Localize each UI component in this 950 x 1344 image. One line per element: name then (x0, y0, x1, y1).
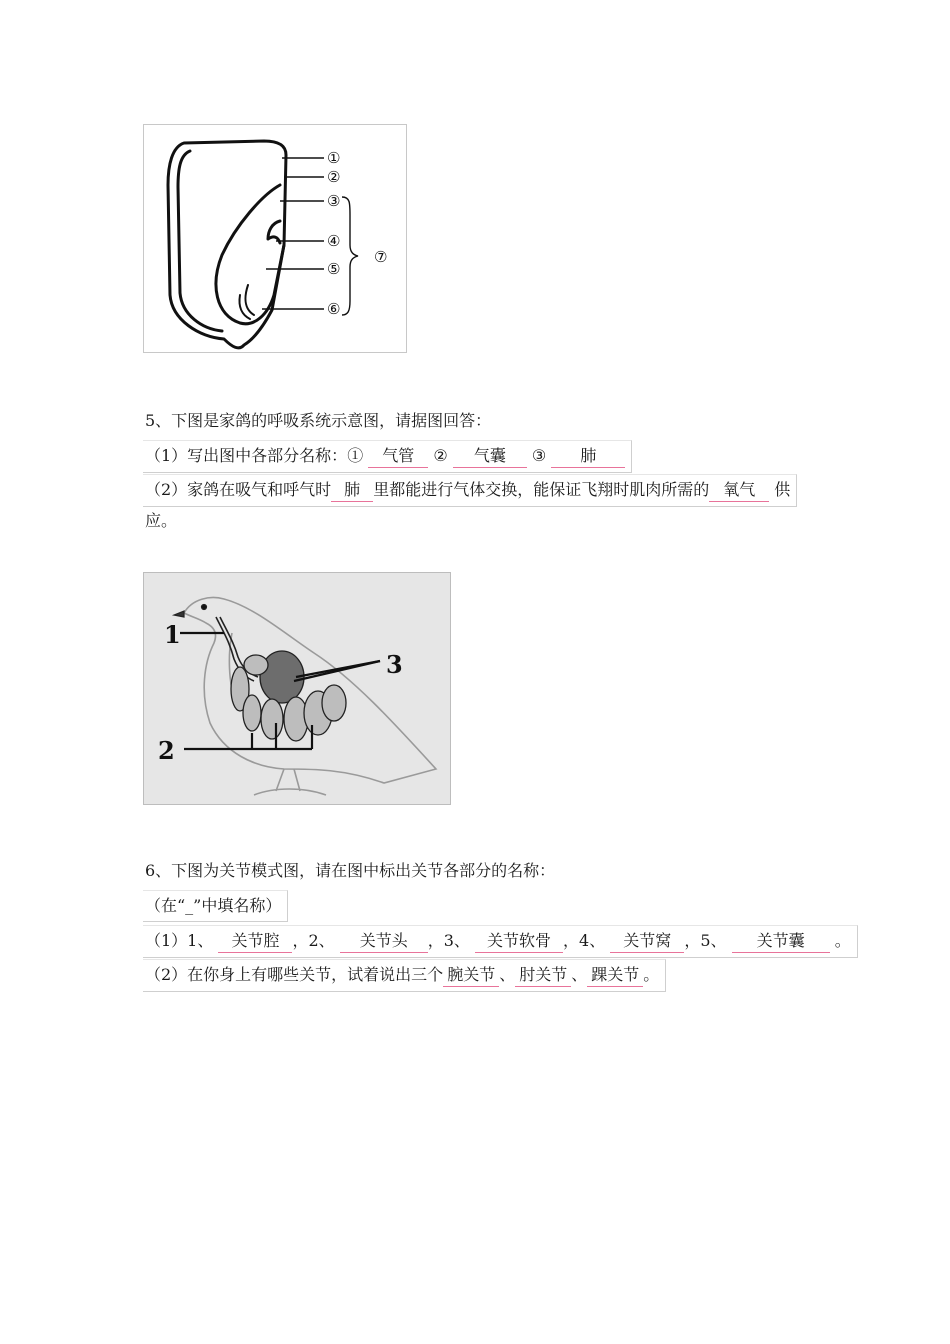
q6-sep-3: ，3、 (427, 931, 470, 950)
seed-label-7: ⑦ (374, 248, 388, 266)
q6-answer-5: 关节囊 (732, 930, 830, 953)
q6-line2-end: 。 (643, 965, 660, 984)
q6-joint-2: 肘关节 (515, 964, 571, 987)
q5-marker-3: ③ (531, 446, 547, 465)
q6-line-1 (143, 925, 858, 958)
q5-answer-2: 气囊 (453, 445, 527, 468)
q6-sep-4: ，4、 (563, 931, 606, 950)
seed-label-1: ① (327, 149, 341, 167)
q5-marker-1: ① (347, 446, 364, 465)
seed-structure-figure (143, 124, 407, 353)
bird-label-3: 3 (386, 650, 403, 679)
seed-label-5: ⑤ (327, 260, 341, 278)
q5-answer-1: 气管 (368, 445, 428, 468)
q6-joint-3: 踝关节 (587, 964, 643, 987)
q6-line1-prefix: （1）1、 (145, 931, 214, 950)
q6-joint-sep-1: 、 (499, 965, 516, 984)
q5-line-2 (143, 474, 797, 507)
q5-answer-oxygen: 氧气 (709, 479, 769, 502)
q5-line2-part1: （2）家鸽在吸气和呼气时 (145, 480, 332, 499)
q6-title: 6、下图为关节模式图，请在图中标出关节各部分的名称： (145, 861, 556, 880)
q5-title: 5、下图是家鸽的呼吸系统示意图，请据图回答： (145, 411, 492, 430)
q6-line2-prefix: （2）在你身上有哪些关节，试着说出三个 (145, 965, 444, 984)
q5-line2-part3: 供 (774, 480, 791, 499)
q5-line-1 (143, 440, 632, 473)
seed-label-3: ③ (327, 192, 341, 210)
q6-answer-4: 关节窝 (610, 930, 684, 953)
q6-line-2 (143, 959, 666, 992)
pigeon-respiratory-drawing (144, 573, 450, 804)
q6-sep-2: ，2、 (292, 931, 335, 950)
q5-line1-prefix: （1）写出图中各部分名称： (145, 446, 348, 465)
q6-joint-sep-2: 、 (571, 965, 588, 984)
seed-structure-drawing (144, 125, 406, 352)
q6-answer-1: 关节腔 (218, 930, 292, 953)
seed-label-4: ④ (327, 232, 341, 250)
bird-label-2: 2 (158, 736, 175, 765)
bird-label-1: 1 (164, 620, 181, 649)
q5-marker-2: ② (433, 446, 448, 465)
q6-answer-3: 关节软骨 (475, 930, 563, 953)
q5-answer-3: 肺 (551, 445, 625, 468)
seed-label-2: ② (327, 168, 341, 186)
q6-joint-1: 腕关节 (443, 964, 499, 987)
seed-label-6: ⑥ (327, 300, 341, 318)
q6-answer-2: 关节头 (340, 930, 428, 953)
pigeon-respiratory-figure (143, 572, 451, 805)
q6-sep-5: ，5、 (684, 931, 727, 950)
q6-line1-end: 。 (834, 931, 851, 950)
q5-line2-part2: 里都能进行气体交换，能保证飞翔时肌肉所需的 (373, 480, 710, 499)
q5-line-3: 应。 (145, 511, 178, 530)
q6-note: （在“_”中填名称） (143, 890, 288, 922)
q5-answer-lung: 肺 (331, 479, 373, 502)
